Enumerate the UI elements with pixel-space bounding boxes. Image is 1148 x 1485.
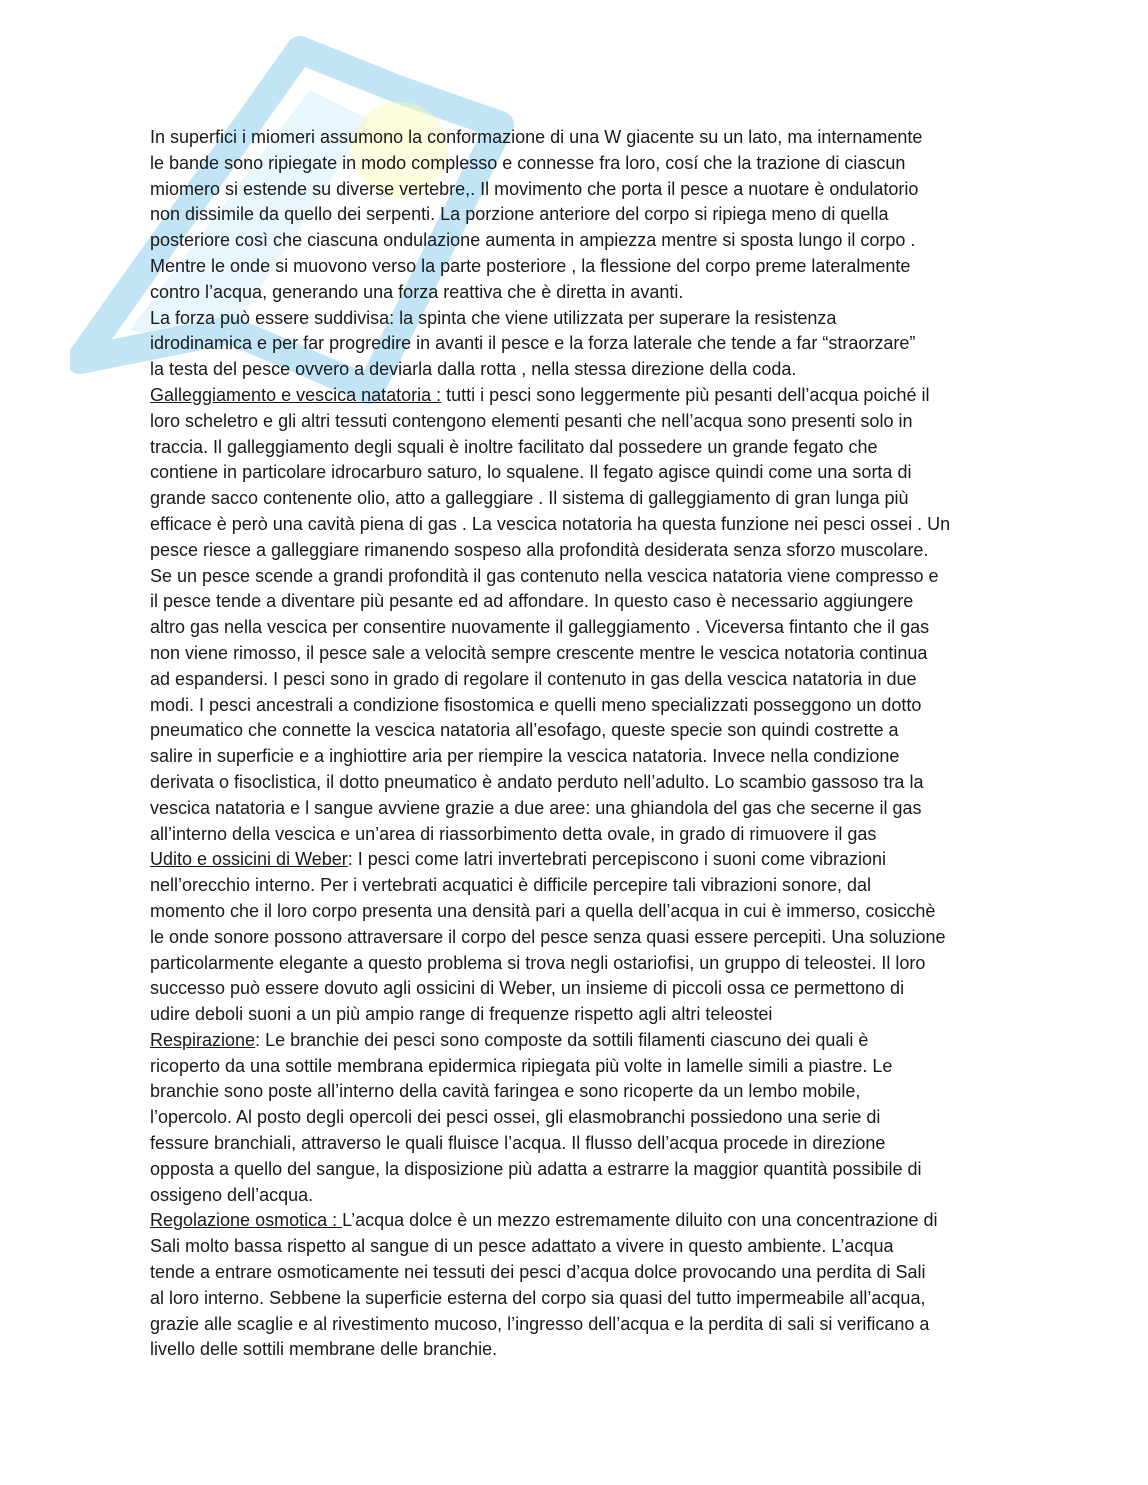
text-line	[150, 331, 1002, 357]
text-line	[150, 693, 1002, 719]
text-line	[150, 228, 1002, 254]
text-line	[150, 564, 1002, 590]
line-text: idrodinamica e per far progredire in avanti il pesce e la forza laterale che tende a far “straorzare”	[150, 333, 916, 354]
line-text: tutti i pesci sono leggermente più pesanti dell’acqua poiché il	[441, 384, 930, 405]
section-heading: Udito e ossicini di Weber	[150, 849, 348, 870]
line-text: : Le branchie dei pesci sono composte da sottili filamenti ciascuno dei quali è	[255, 1029, 869, 1050]
line-text: livello delle sottili membrane delle branchie.	[150, 1339, 498, 1360]
text-line	[150, 202, 1002, 228]
line-text: l’opercolo. Al posto degli opercoli dei pesci ossei, gli elasmobranchi possiedono una serie di	[150, 1107, 881, 1128]
text-line	[150, 589, 1002, 615]
text-line	[150, 409, 1002, 435]
line-text: grande sacco contenente olio, atto a galleggiare . Il sistema di galleggiamento di gran lunga più	[150, 488, 909, 509]
line-text: al loro interno. Sebbene la superficie esterna del corpo sia quasi del tutto impermeabile all’acqua,	[150, 1287, 926, 1308]
text-line	[150, 486, 1002, 512]
text-line	[150, 744, 1002, 770]
line-text: pesce riesce a galleggiare rimanendo sospeso alla profondità desiderata senza sforzo muscolare.	[150, 539, 929, 560]
section-heading: Regolazione osmotica :	[150, 1210, 343, 1231]
text-line	[150, 1208, 1002, 1234]
line-text: momento che il loro corpo presenta una densità pari a quella dell’acqua in cui è immerso, cosicchè	[150, 900, 936, 921]
line-text: modi. I pesci ancestrali a condizione fisostomica e quelli meno specializzati posseggono un dotto	[150, 694, 922, 715]
line-text: ricoperto da una sottile membrana epidermica ripiegata più volte in lamelle simili a piastre. Le	[150, 1055, 893, 1076]
text-line	[150, 1337, 1002, 1363]
line-text: le onde sonore possono attraversare il corpo del pesce senza quasi essere percepiti. Una soluzione	[150, 926, 946, 947]
text-line	[150, 1260, 1002, 1286]
line-text: pneumatico che connette la vescica natatoria all’esofago, queste specie son quindi costrette a	[150, 720, 899, 741]
line-text: contro l’acqua, generando una forza reattiva che è diretta in avanti.	[150, 281, 684, 302]
line-text: ad espandersi. I pesci sono in grado di regolare il contenuto in gas della vescica natatoria in due	[150, 668, 917, 689]
line-text: : I pesci come latri invertebrati percepiscono i suoni come vibrazioni	[347, 849, 887, 870]
line-text: altro gas nella vescica per consentire nuovamente il galleggiamento . Viceversa fintanto che il gas	[150, 617, 930, 638]
line-text: In superfici i miomeri assumono la conformazione di una W giacente su un lato, ma internamente	[150, 127, 923, 147]
section-heading: Respirazione	[150, 1029, 256, 1050]
line-text: posteriore così che ciascuna ondulazione aumenta in ampiezza mentre si sposta lungo il corpo .	[150, 230, 916, 251]
text-line	[150, 357, 1002, 383]
text-line	[150, 1312, 1002, 1338]
text-line	[150, 280, 1002, 306]
line-text: derivata o fisoclistica, il dotto pneumatico è andato perduto nell’adulto. Lo scambio gassoso tra la	[150, 771, 924, 792]
section-heading: Galleggiamento e vescica natatoria :	[150, 384, 442, 405]
text-line	[150, 873, 1002, 899]
text-line	[150, 1183, 1002, 1209]
line-text: opposta a quello del sangue, la disposizione più adatta a estrarre la maggior quantità possibile di	[150, 1158, 922, 1179]
line-text: vescica natatoria e l sangue avviene grazie a due aree: una ghiandola del gas che secerne il gas	[150, 797, 922, 818]
line-text: non dissimile da quello dei serpenti. La porzione anteriore del corpo si ripiega meno di quella	[150, 204, 889, 225]
line-text: all’interno della vescica e un’area di riassorbimento detta ovale, in grado di rimuovere il gas	[150, 823, 877, 844]
line-text: traccia. Il galleggiamento degli squali è inoltre facilitato dal possedere un grande fegato che	[150, 436, 878, 457]
line-text: fessure branchiali, attraverso le quali fluisce l’acqua. Il flusso dell’acqua procede in direzione	[150, 1133, 886, 1154]
text-line	[150, 1131, 1002, 1157]
line-text: salire in superficie e a inghiottire aria per riempire la vescica natatoria. Invece nella condizione	[150, 746, 900, 767]
line-text: L’acqua dolce è un mezzo estremamente diluito con una concentrazione di	[342, 1210, 938, 1231]
text-line	[150, 1286, 1002, 1312]
text-line	[150, 254, 1002, 280]
text-line	[150, 1054, 1002, 1080]
line-text: grazie alle scaglie e al rivestimento mucoso, l’ingresso dell’acqua e la perdita di sali si verificano a	[150, 1313, 930, 1334]
text-line	[150, 1028, 1002, 1054]
line-text: il pesce tende a diventare più pesante ed ad affondare. In questo caso è necessario aggiungere	[150, 591, 914, 612]
text-line	[150, 925, 1002, 951]
line-text: Sali molto bassa rispetto al sangue di un pesce adattato a vivere in questo ambiente. L’acqua	[150, 1236, 894, 1257]
text-line	[150, 899, 1002, 925]
text-line	[150, 151, 1002, 177]
text-line	[150, 822, 1002, 848]
text-line	[150, 1157, 1002, 1183]
text-line	[150, 796, 1002, 822]
text-line	[150, 718, 1002, 744]
text-line	[150, 1234, 1002, 1260]
line-text: tende a entrare osmoticamente nei tessuti dei pesci d’acqua dolce provocando una perdita di Sali	[150, 1262, 926, 1283]
document-body	[150, 125, 1002, 1363]
text-line	[150, 512, 1002, 538]
text-line	[150, 538, 1002, 564]
text-line	[150, 383, 1002, 409]
text-line	[150, 976, 1002, 1002]
text-line	[150, 1079, 1002, 1105]
text-line	[150, 1002, 1002, 1028]
text-line	[150, 125, 1002, 151]
line-text: Mentre le onde si muovono verso la parte posteriore , la flessione del corpo preme lateralmente	[150, 255, 911, 276]
line-text: Se un pesce scende a grandi profondità il gas contenuto nella vescica natatoria viene compresso e	[150, 565, 939, 586]
text-line	[150, 306, 1002, 332]
line-text: miomero si estende su diverse vertebre,. Il movimento che porta il pesce a nuotare è ondulatorio	[150, 178, 919, 199]
line-text: La forza può essere suddivisa: la spinta che viene utilizzata per superare la resistenza	[150, 307, 837, 328]
line-text: le bande sono ripiegate in modo complesso e connesse fra loro, cosí che la trazione di ciascun	[150, 152, 906, 173]
line-text: nell’orecchio interno. Per i vertebrati acquatici è difficile percepire tali vibrazioni sonore, dal	[150, 875, 872, 896]
line-text: loro scheletro e gli altri tessuti contengono elementi pesanti che nell’acqua sono presenti solo in	[150, 410, 913, 431]
line-text: particolarmente elegante a questo problema si trova negli ostariofisi, un gruppo di teleostei. Il loro	[150, 952, 926, 973]
text-line	[150, 667, 1002, 693]
line-text: successo può essere dovuto agli ossicini di Weber, un insieme di piccoli ossa ce permettono di	[150, 978, 905, 999]
line-text: ossigeno dell’acqua.	[150, 1184, 314, 1205]
line-text: la testa del pesce ovvero a deviarla dalla rotta , nella stessa direzione della coda.	[150, 359, 797, 380]
text-line	[150, 1105, 1002, 1131]
line-text: efficace è però una cavità piena di gas . La vescica notatoria ha questa funzione nei pesci ossei . Un	[150, 513, 951, 534]
text-line	[150, 177, 1002, 203]
text-line	[150, 641, 1002, 667]
text-line	[150, 460, 1002, 486]
text-line	[150, 615, 1002, 641]
line-text: branchie sono poste all’interno della cavità faringea e sono ricoperte da un lembo mobile,	[150, 1081, 861, 1102]
text-line	[150, 770, 1002, 796]
line-text: non viene rimosso, il pesce sale a velocità sempre crescente mentre le vescica notatoria continua	[150, 642, 928, 663]
text-line	[150, 951, 1002, 977]
text-line	[150, 435, 1002, 461]
text-line	[150, 847, 1002, 873]
line-text: udire deboli suoni a un più ampio range di frequenze rispetto agli altri teleostei	[150, 1004, 773, 1025]
line-text: contiene in particolare idrocarburo saturo, lo squalene. Il fegato agisce quindi come una sorta di	[150, 462, 912, 483]
